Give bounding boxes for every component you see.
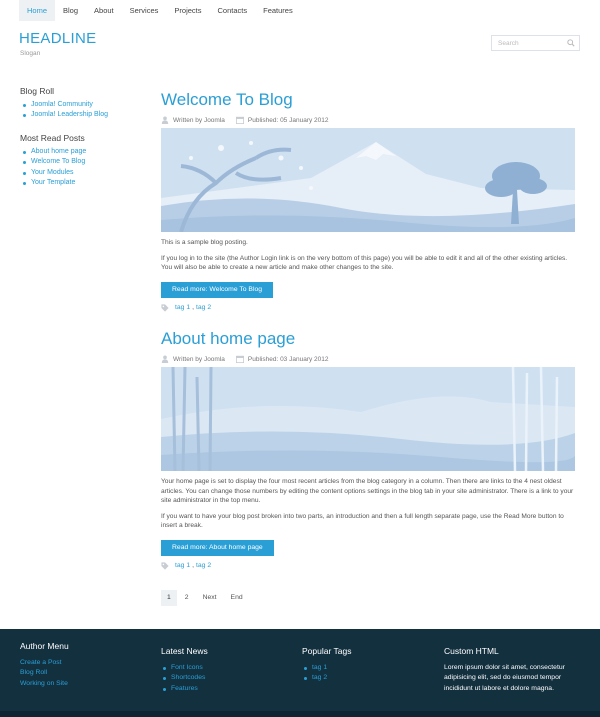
article-body bbox=[161, 477, 575, 531]
nav-item-blog[interactable]: Blog bbox=[63, 6, 79, 15]
nav-item-contacts[interactable]: Contacts bbox=[217, 6, 248, 15]
footer-col-title: Custom HTML bbox=[444, 646, 499, 656]
footer-custom-html bbox=[444, 646, 584, 694]
read-more-button[interactable]: Read more: Welcome To Blog bbox=[161, 282, 273, 298]
article-meta bbox=[161, 115, 575, 125]
read-more-button[interactable]: Read more: About home page bbox=[161, 540, 274, 556]
page-link-end[interactable]: End bbox=[230, 594, 243, 601]
site-slogan: Slogan bbox=[20, 50, 41, 57]
sidebar bbox=[20, 86, 145, 200]
most-read-title: Most Read Posts bbox=[20, 132, 85, 143]
article-body bbox=[161, 238, 575, 273]
tag-icon bbox=[161, 562, 169, 570]
article-paragraph: This is a sample blog posting. bbox=[161, 239, 248, 246]
tag-link[interactable]: tag 1 bbox=[175, 562, 191, 570]
page-link-next[interactable]: Next bbox=[202, 594, 217, 601]
tag-separator: , bbox=[192, 304, 195, 312]
article-author: Written by Joomla bbox=[173, 355, 225, 363]
article-about-home bbox=[161, 329, 575, 570]
article-paragraph: If you log in to the site (the Author Login link is on the very bottom of this page) you will be able to edit it and all of the other existing articles. You will also be able to create a new article and make other changes to the site. bbox=[161, 254, 568, 272]
list-item bbox=[20, 100, 145, 110]
page-link-2[interactable]: 2 bbox=[184, 594, 189, 601]
footer-link[interactable]: tag 1 bbox=[312, 664, 328, 671]
footer-link[interactable]: Create a Post bbox=[20, 659, 62, 666]
footer-latest-news bbox=[161, 646, 208, 694]
blog-roll-list bbox=[20, 100, 145, 121]
footer-custom-text: Lorem ipsum dolor sit amet, consectetur adipisicing elit, sed do eiusmod tempor incididunt ut labore et dolore magna. bbox=[444, 664, 565, 692]
tag-link[interactable]: tag 1 bbox=[175, 304, 191, 312]
article-author: Written by Joomla bbox=[173, 116, 225, 124]
blog-roll-title: Blog Roll bbox=[20, 86, 55, 96]
footer-bottom-bar bbox=[0, 711, 600, 717]
footer-link[interactable]: Blog Roll bbox=[20, 669, 48, 677]
search-icon[interactable] bbox=[567, 39, 575, 47]
most-read-link[interactable]: Your Template bbox=[31, 179, 76, 187]
article-image-landscape bbox=[161, 128, 575, 232]
nav-item-services[interactable]: Services bbox=[129, 6, 159, 15]
article-image-bamboo bbox=[161, 367, 575, 471]
article-tags bbox=[161, 562, 575, 570]
footer bbox=[0, 629, 600, 717]
nav-item-features[interactable]: Features bbox=[263, 6, 293, 15]
search-box bbox=[491, 35, 580, 51]
nav-item-about[interactable]: About bbox=[94, 6, 114, 15]
footer-link[interactable]: Features bbox=[171, 684, 198, 692]
most-read-link[interactable]: About home page bbox=[31, 147, 87, 155]
footer-col-title: Author Menu bbox=[20, 641, 69, 651]
site-headline[interactable]: HEADLINE bbox=[19, 30, 97, 47]
footer-popular-tags bbox=[302, 646, 351, 684]
tag-link[interactable]: tag 2 bbox=[196, 562, 212, 570]
top-nav bbox=[19, 0, 301, 21]
list-item bbox=[20, 147, 145, 157]
calendar-icon bbox=[236, 116, 244, 124]
blog-roll-link[interactable]: Joomla! Leadership Blog bbox=[31, 111, 109, 119]
most-read-list bbox=[20, 147, 145, 189]
user-icon bbox=[161, 355, 169, 363]
most-read-link[interactable]: Welcome To Blog bbox=[31, 158, 86, 166]
pagination bbox=[161, 590, 251, 606]
nav-item-projects[interactable]: Projects bbox=[174, 6, 202, 15]
article-published: Published: 05 January 2012 bbox=[247, 116, 329, 124]
article-welcome bbox=[161, 90, 575, 312]
footer-col-title: Popular Tags bbox=[302, 646, 352, 656]
footer-link[interactable]: Shortcodes bbox=[171, 674, 206, 682]
calendar-icon bbox=[236, 355, 244, 363]
article-title[interactable]: Welcome To Blog bbox=[161, 90, 293, 109]
tag-separator: , bbox=[192, 562, 195, 570]
article-tags bbox=[161, 304, 575, 312]
tag-link[interactable]: tag 2 bbox=[196, 304, 212, 312]
user-icon bbox=[161, 116, 169, 124]
tag-icon bbox=[161, 304, 169, 312]
list-item bbox=[20, 157, 145, 167]
article-meta bbox=[161, 354, 575, 364]
most-read-link[interactable]: Your Modules bbox=[31, 168, 74, 176]
footer-link[interactable]: Font Icons bbox=[171, 664, 203, 671]
list-item bbox=[20, 168, 145, 178]
footer-link[interactable]: tag 2 bbox=[312, 674, 328, 682]
footer-author-menu bbox=[20, 641, 69, 689]
article-published: Published: 03 January 2012 bbox=[247, 355, 329, 363]
footer-col-title: Latest News bbox=[161, 646, 208, 656]
search-input[interactable] bbox=[492, 36, 566, 50]
list-item bbox=[20, 110, 145, 120]
footer-link[interactable]: Working on Site bbox=[20, 679, 68, 687]
nav-item-home[interactable]: Home bbox=[19, 0, 55, 21]
list-item bbox=[20, 178, 145, 188]
article-paragraph: Your home page is set to display the four most recent articles from the blog category in a column. Then there are links to the 4 nest oldest articles. You can change those numbers by editing the content options settings in the blog tab in your site administrator. There is a link to your site administrator in the top menu. bbox=[161, 478, 574, 505]
article-paragraph: If you want to have your blog post broken into two parts, an introduction and then a full length separate page, use the Read More button to insert a break. bbox=[161, 512, 564, 530]
blog-roll-link[interactable]: Joomla! Community bbox=[31, 101, 93, 108]
article-title[interactable]: About home page bbox=[161, 329, 296, 348]
page-link-1[interactable]: 1 bbox=[161, 590, 177, 606]
